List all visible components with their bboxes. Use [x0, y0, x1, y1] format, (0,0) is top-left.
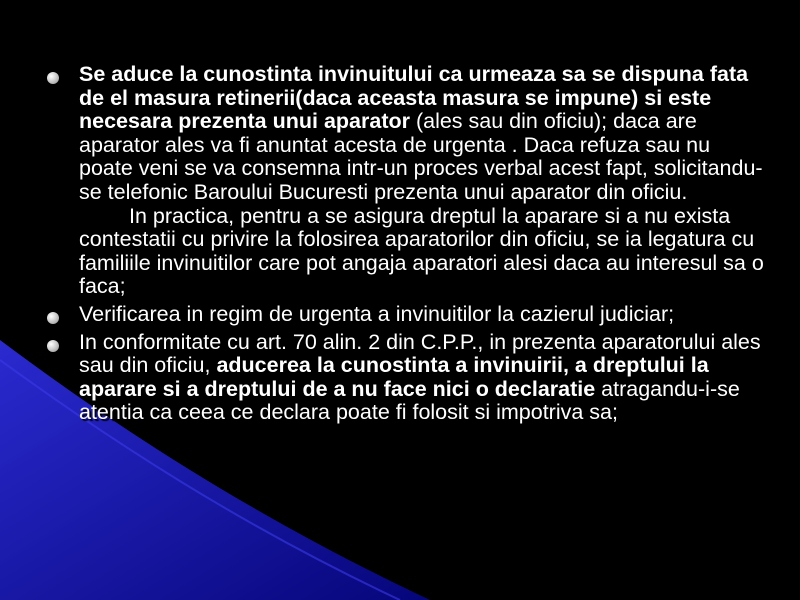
bullet-1-bold: Se aduce la cunostinta invinuitului ca urmeaza sa se dispuna fata de el masura retinerii(daca aceasta masura se impune) si este necesara prezenta unui aparator [79, 62, 749, 134]
bullet-3-normal-end: atragandu-i-se atentia ca ceea ce declara poate fi folosit si impotriva sa; [79, 376, 740, 425]
bullet-icon [47, 312, 59, 324]
bullet-2-text: Verificarea in regim de urgenta a invinuitilor la cazierul judiciar; [79, 301, 675, 326]
bullet-item-1 [44, 63, 764, 299]
bullet-icon [47, 72, 59, 84]
bullet-item-3 [44, 331, 764, 425]
bullet-1-continuation: In practica, pentru a se asigura dreptul la aparare si a nu exista contestatii cu privire la folosirea aparatorilor din oficiu, se ia legatura cu familiile invinuitilor care pot angaja aparatori alesi daca au interesul sa o faca; [79, 203, 764, 299]
slide-content [44, 63, 764, 425]
bullet-icon [47, 340, 59, 352]
bullet-1-normal: (ales sau din oficiu); daca are aparator ales va fi anuntat acesta de urgenta . Daca refuza sau nu poate veni se va consemna intr-un proces verbal acest fapt, solicitandu-se telefonic Baroului Bucuresti prezenta unui aparator din oficiu. [79, 109, 763, 204]
bullet-3-text [79, 331, 764, 425]
bullet-3-normal-start: In conformitate cu art. 70 alin. 2 din C.P.P., in prezenta aparatorului ales sau din oficiu, [79, 329, 761, 378]
bullet-1-text [79, 63, 764, 205]
bullet-item-2 [44, 303, 764, 327]
bullet-3-bold: aducerea la cunostinta a invinuirii, a dreptului la aparare si a dreptului de a nu face nici o declaratie [79, 353, 709, 401]
